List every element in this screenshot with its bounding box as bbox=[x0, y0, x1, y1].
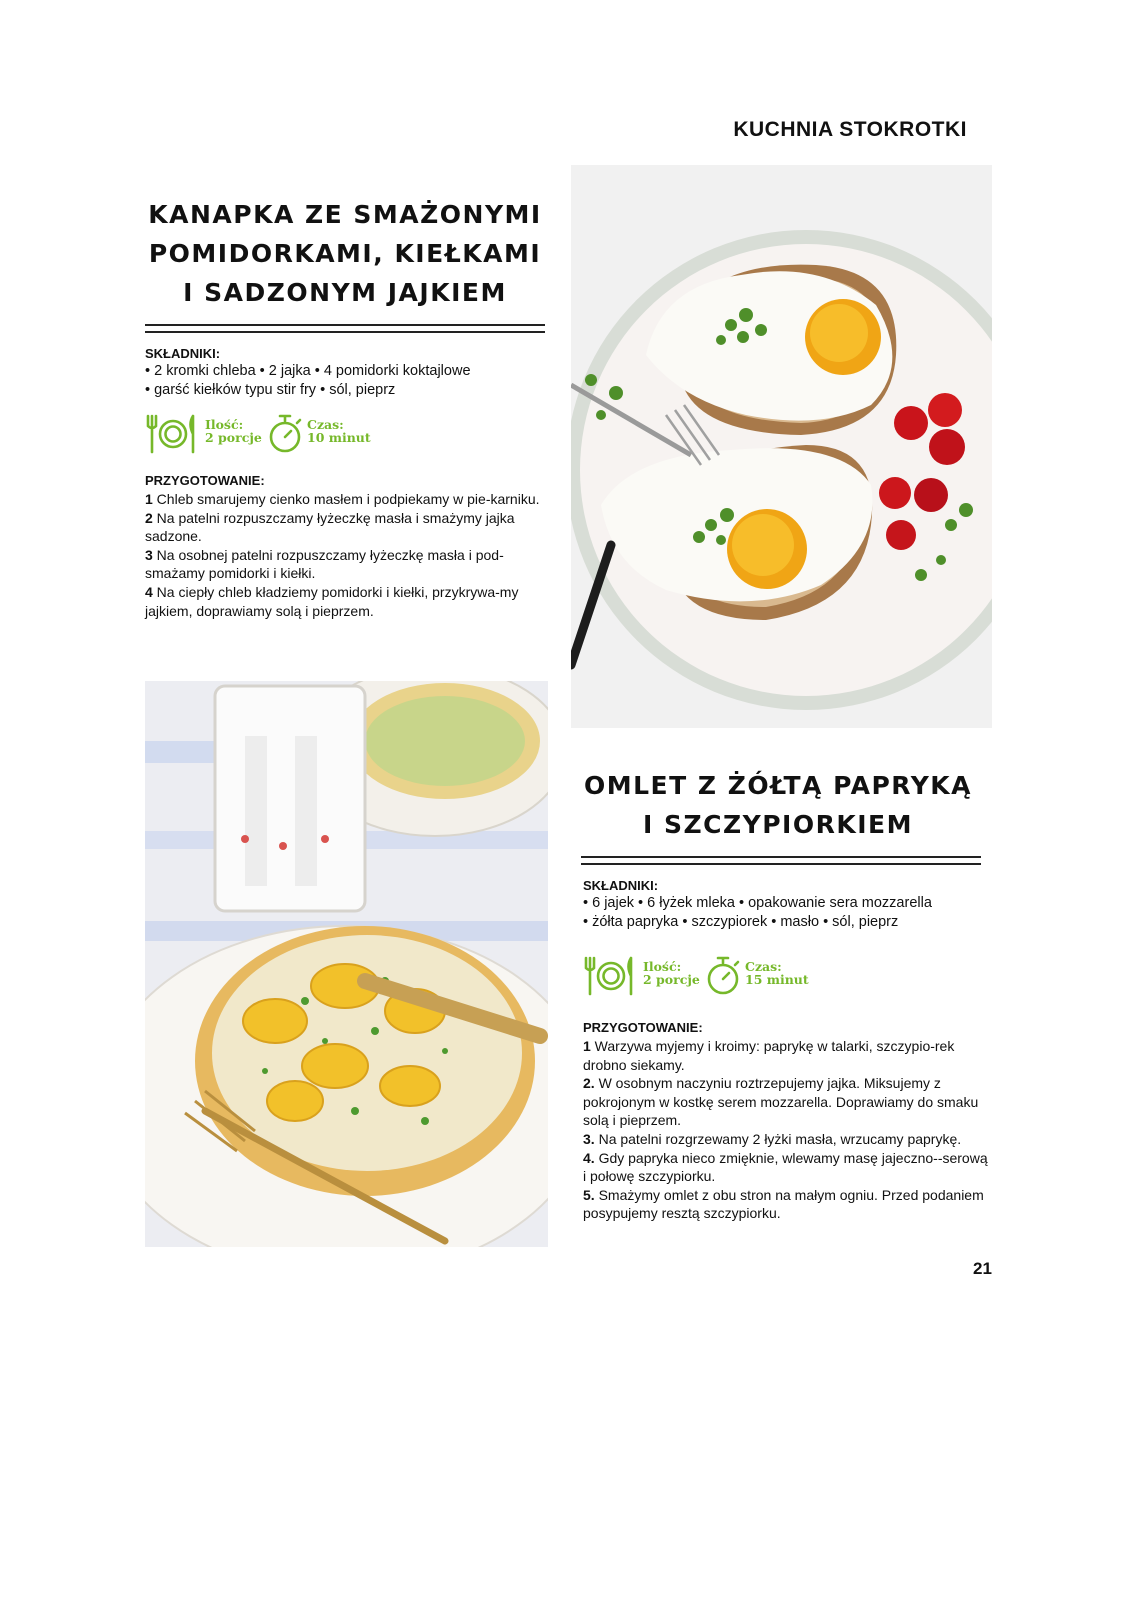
step-number: 2. bbox=[583, 1075, 595, 1092]
recipe2-preparation-label: PRZYGOTOWANIE: bbox=[583, 1020, 703, 1035]
time-label: Czas: bbox=[307, 417, 344, 432]
step-number: 2 bbox=[145, 509, 153, 526]
recipe1-title-line: I SADZONYM JAJKIEM bbox=[183, 278, 507, 307]
plate-cutlery-icon bbox=[145, 413, 197, 455]
servings-label: Ilość: bbox=[205, 417, 244, 432]
recipe1-steps bbox=[145, 490, 550, 620]
page-number: 21 bbox=[973, 1259, 992, 1278]
plate-cutlery-icon bbox=[583, 955, 635, 997]
step-text: Na patelni rozpuszczamy łyżeczkę masła i smażymy jajka sadzone. bbox=[145, 509, 515, 545]
ingredients-line: • garść kiełków typu stir fry • sól, pieprz bbox=[145, 382, 396, 398]
step-text: Na patelni rozgrzewamy 2 łyżki masła, wrzucamy paprykę. bbox=[594, 1130, 962, 1147]
step-number: 5. bbox=[583, 1186, 595, 1203]
recipe1-preparation-label: PRZYGOTOWANIE: bbox=[145, 473, 265, 488]
recipe1-ingredients-label: SKŁADNIKI: bbox=[145, 346, 221, 361]
recipe1-ingredients bbox=[145, 362, 471, 400]
servings-value: 2 porcje bbox=[643, 972, 700, 987]
recipe2-double-rule bbox=[581, 856, 981, 865]
recipe1-meta bbox=[145, 413, 395, 457]
ingredients-line: • 6 jajek • 6 łyżek mleka • opakowanie sera mozzarella bbox=[583, 895, 932, 911]
step-number: 4 bbox=[145, 583, 153, 600]
step bbox=[145, 583, 550, 620]
recipe2-title-line: OMLET Z ŻÓŁTĄ PAPRYKĄ bbox=[583, 771, 973, 800]
recipe2-steps bbox=[583, 1037, 988, 1223]
recipe1-title bbox=[145, 195, 545, 312]
recipe2-ingredients bbox=[583, 894, 932, 932]
magazine-running-head: KUCHNIA STOKROTKI bbox=[733, 118, 967, 141]
ingredients-line: • żółta papryka • szczypiorek • masło • sól, pieprz bbox=[583, 914, 899, 930]
step bbox=[583, 1149, 988, 1186]
step-number: 4. bbox=[583, 1149, 595, 1166]
time-label: Czas: bbox=[745, 959, 782, 974]
servings-label: Ilość: bbox=[643, 959, 682, 974]
photo-omelette bbox=[145, 681, 548, 1247]
time-value: 10 minut bbox=[307, 430, 371, 445]
photo-fried-eggs-toast bbox=[571, 165, 992, 728]
step-text: W osobnym naczyniu roztrzepujemy jajka. Miksujemy z pokrojonym w kostkę serem mozzarella. Doprawiamy do smaku solą i pieprzem. bbox=[583, 1075, 979, 1129]
step-text: Gdy papryka nieco zmięknie, wlewamy masę jajeczno--serową i połowę szczypiorku. bbox=[583, 1149, 988, 1185]
step-number: 3. bbox=[583, 1130, 595, 1147]
step bbox=[583, 1074, 988, 1130]
step bbox=[583, 1186, 988, 1223]
step-number: 1 bbox=[145, 491, 153, 507]
recipe2-title-line: I SZCZYPIORKIEM bbox=[643, 810, 913, 839]
step-text: Na osobnej patelni rozpuszczamy łyżeczkę masła i pod-smażamy pomidorki i kiełki. bbox=[145, 546, 504, 582]
step bbox=[145, 490, 550, 509]
step-text: Na ciepły chleb kładziemy pomidorki i kiełki, przykrywa-my jajkiem, doprawiamy solą i pieprzem. bbox=[145, 583, 519, 619]
step bbox=[145, 546, 550, 583]
step-text: Chleb smarujemy cienko masłem i podpiekamy w pie-karniku. bbox=[152, 491, 540, 507]
step-number: 3 bbox=[145, 546, 153, 563]
recipe2-meta bbox=[583, 955, 833, 999]
step bbox=[583, 1130, 988, 1149]
stopwatch-icon bbox=[705, 955, 741, 997]
recipe2-title bbox=[578, 766, 978, 844]
recipe1-title-line: KANAPKA ZE SMAŻONYMI bbox=[148, 200, 542, 229]
stopwatch-icon bbox=[267, 413, 303, 455]
time-value: 15 minut bbox=[745, 972, 809, 987]
step bbox=[145, 509, 550, 546]
recipe2-ingredients-label: SKŁADNIKI: bbox=[583, 878, 659, 893]
ingredients-line: • 2 kromki chleba • 2 jajka • 4 pomidorki koktajlowe bbox=[145, 363, 471, 379]
servings-value: 2 porcje bbox=[205, 430, 262, 445]
step bbox=[583, 1037, 988, 1074]
recipe1-double-rule bbox=[145, 324, 545, 333]
step-text: Smażymy omlet z obu stron na małym ogniu. Przed podaniem posypujemy resztą szczypiorku. bbox=[583, 1186, 984, 1222]
step-text: Warzywa myjemy i kroimy: paprykę w talarki, szczypio-rek drobno siekamy. bbox=[583, 1038, 955, 1073]
recipe1-title-line: POMIDORKAMI, KIEŁKAMI bbox=[148, 239, 542, 268]
step-number: 1 bbox=[583, 1038, 591, 1054]
